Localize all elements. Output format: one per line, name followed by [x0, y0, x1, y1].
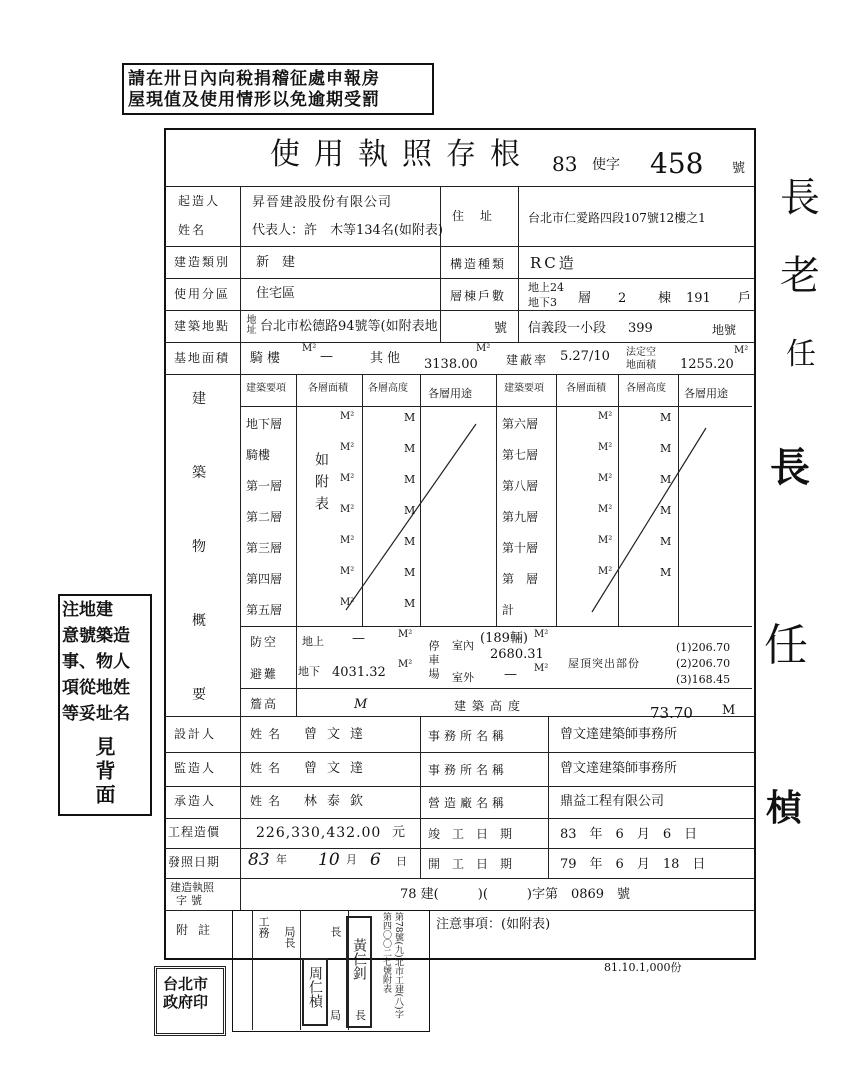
floor-area-unit: M² [340, 442, 355, 453]
shelter-label-a: 防空 [250, 635, 279, 649]
floor-row-label-left: 第三層 [246, 541, 283, 555]
print-note: 81.10.1,000份 [604, 961, 682, 974]
side-note-col-1: 注地建 [62, 600, 113, 620]
roof-2: (2)206.70 [676, 657, 731, 670]
issue-label: 發照日期 [168, 855, 221, 869]
supervisor-name: 曾文達 [304, 761, 374, 776]
floor-row-label-left: 第五層 [246, 603, 283, 617]
owner-address-label: 住 址 [452, 209, 495, 223]
start-label: 開工日期 [428, 857, 525, 871]
building-type-value: 新 建 [256, 255, 296, 270]
complete-label: 竣工日期 [428, 827, 525, 841]
units-unit: 戶 [738, 291, 752, 306]
floor-area-unit: M² [340, 535, 355, 546]
side-label-5: 要 [192, 687, 206, 703]
issue-month: 10 [318, 850, 340, 870]
roof-3: (3)168.45 [676, 673, 731, 686]
location-sub-label: 地址 [244, 314, 255, 334]
cost-unit: 元 [392, 825, 406, 840]
permit-number: 458 [650, 147, 704, 180]
floor-area-unit: M² [598, 473, 613, 484]
eaves-label: 簷高 [250, 697, 279, 711]
permit-year: 83 [552, 152, 578, 176]
shelter-below-value: 4031.32 [332, 665, 386, 680]
chief-label: 局長 [330, 1009, 380, 1022]
floor-height-unit: M [404, 442, 416, 455]
side-label-1: 建 [192, 391, 206, 407]
floor-height-unit: M [404, 504, 416, 517]
attention-note: 注意事項：(如附表) [436, 917, 551, 932]
building-height-value: 73.70 [650, 704, 693, 722]
remarks-label: 附註 [176, 923, 221, 937]
margin-mark-2: 老 [780, 253, 820, 299]
parking-indoor-label: 室內 [452, 639, 474, 652]
open-label-1: 法定空 [626, 347, 656, 358]
contractor-name-label: 姓名 [250, 794, 287, 808]
parking-indoor-unit: M² [534, 629, 549, 640]
floor-row-label-left: 騎樓 [246, 448, 271, 462]
supervisor-office: 曾文達建築師事務所 [560, 761, 678, 776]
notice-line-2: 屋現值及使用情形以免逾期受罰 [128, 90, 380, 110]
designer-label: 設計人 [174, 727, 217, 741]
location-lot: 399 [628, 321, 653, 336]
floor-height-unit: M [660, 442, 672, 455]
building-type-label: 建造類別 [174, 255, 231, 269]
issue-day-unit: 日 [396, 855, 407, 868]
floor-area-unit: M² [598, 535, 613, 546]
eaves-unit: M [354, 697, 368, 712]
floors-label: 層棟戶數 [450, 289, 507, 303]
designer-name-label: 姓名 [250, 727, 287, 741]
structure-value: RC造 [530, 254, 577, 272]
issue-month-unit: 月 [346, 853, 357, 866]
designer-office-label: 事務所名稱 [428, 729, 509, 743]
building-height-unit: M [722, 703, 736, 718]
col-use-header-r: 各層用途 [684, 387, 728, 400]
floor-row-label-right: 第九層 [502, 510, 539, 524]
other-unit: M² [476, 343, 491, 354]
coverage-label: 建蔽率 [506, 353, 549, 367]
floor-area-unit: M² [598, 504, 613, 515]
cost-value: 226,330,432.00 [256, 825, 382, 841]
location-address: 台北市松德路94號等(如附表地 [260, 319, 438, 334]
owner-address: 台北市仁愛路四段107號12樓之1 [528, 211, 706, 225]
open-value: 1255.20 [680, 357, 734, 372]
seal-text: 台北市政府印 [163, 975, 209, 1011]
col-height-header-r: 各層高度 [626, 383, 666, 394]
issue-year: 83 [248, 850, 270, 870]
permit-word: 使字 [592, 157, 620, 173]
floors-above: 地上24 [528, 281, 564, 294]
zoning-label: 使用分區 [174, 287, 231, 301]
notice-line-1: 請在卅日內向稅捐稽征處申報房 [128, 69, 380, 89]
issue-year-unit: 年 [276, 853, 287, 866]
form-title: 使用執照存根 [270, 137, 534, 172]
floor-row-label-right: 計 [502, 603, 515, 617]
cost-label: 工程造價 [168, 825, 221, 839]
owner-company: 昇晉建設股份有限公司 [252, 195, 393, 210]
roof-1: (1)206.70 [676, 641, 731, 654]
deputy-name: 周仁楨 [307, 966, 323, 1008]
floor-height-unit: M [404, 566, 416, 579]
contractor-company-label: 營造廠名稱 [428, 796, 509, 810]
floor-area-unit: M² [598, 442, 613, 453]
side-note-col-5: 等妥址名 [62, 704, 130, 724]
floor-height-unit: M [404, 535, 416, 548]
location-lot-suffix: 地號 [712, 323, 737, 337]
designer-name: 曾文達 [304, 727, 374, 742]
col-floor-header: 建築要項 [246, 383, 286, 394]
other-label: 其他 [370, 351, 405, 366]
floor-height-unit: M [660, 473, 672, 486]
parking-outdoor-value: — [504, 667, 517, 682]
floor-height-unit: M [404, 473, 416, 486]
parking-indoor-count: (189輛) [480, 631, 528, 646]
chief-name: 黃仁釗 [351, 938, 367, 980]
floor-row-label-left: 第一層 [246, 479, 283, 493]
contractor-name: 林泰欽 [304, 794, 374, 809]
floor-row-label-right: 第八層 [502, 479, 539, 493]
location-lot-label: 號 [494, 321, 508, 336]
stamp-col-3: 長 [329, 926, 342, 937]
deputy-seal [302, 958, 328, 1026]
floor-row-label-right: 第 層 [502, 572, 539, 586]
floor-row-label-right: 第七層 [502, 448, 539, 462]
owner-rep: 代表人：許 木等134名(如附表) [252, 223, 443, 238]
other-value: 3138.00 [424, 357, 478, 372]
side-note-col-6: 見背面 [92, 736, 116, 808]
arcade-label: 騎樓 [250, 351, 285, 366]
units-count: 191 [686, 291, 711, 306]
margin-mark-6: 楨 [766, 787, 803, 829]
contractor-company: 鼎益工程有限公司 [560, 794, 665, 809]
designer-office: 曾文達建築師事務所 [560, 727, 678, 742]
location-section: 信義段一小段 [528, 321, 607, 336]
floor-area-unit: M² [340, 473, 355, 484]
side-note-col-4: 項從地姓 [62, 678, 130, 698]
parking-outdoor-label: 室外 [452, 671, 474, 684]
floor-area-unit: M² [340, 597, 355, 608]
col-height-header: 各層高度 [368, 383, 408, 394]
floor-row-label-left: 第四層 [246, 572, 283, 586]
side-note-col-2: 意號築造 [62, 626, 130, 646]
official-seal [154, 966, 226, 1036]
buildings-count: 2 [618, 291, 627, 306]
margin-mark-3: 任 [786, 337, 816, 372]
supervisor-office-label: 事務所名稱 [428, 763, 509, 777]
rule [240, 688, 752, 689]
margin-mark-5: 任 [764, 620, 808, 671]
side-label-2: 築 [192, 465, 206, 481]
floor-height-unit: M [660, 566, 672, 579]
building-height-label: 建築高度 [454, 699, 527, 713]
floor-row-label-right: 第十層 [502, 541, 539, 555]
permit-text: 78 建( )( )字第 0869 號 [400, 887, 631, 902]
floor-height-unit: M [660, 535, 672, 548]
parking-indoor-value: 2680.31 [490, 647, 544, 662]
floor-height-unit: M [660, 411, 672, 424]
shelter-label-b: 避難 [250, 667, 279, 681]
permit-suffix: 號 [732, 161, 746, 176]
start-date: 79 年 6 月 18 日 [560, 857, 706, 872]
stamp-col-1: 工務 [257, 916, 270, 938]
floor-area-unit: M² [598, 411, 613, 422]
floor-unit: 層 [578, 291, 592, 306]
shelter-above-value: — [352, 631, 365, 646]
buildings-unit: 棟 [658, 291, 672, 306]
owner-label-b: 姓名 [178, 223, 207, 237]
rule [252, 910, 253, 1030]
floor-area-unit: M² [340, 566, 355, 577]
side-label-4: 概 [192, 613, 206, 629]
arcade-value: — [320, 349, 333, 364]
supervisor-name-label: 姓名 [250, 761, 287, 775]
permit-label-b: 字號 [176, 894, 206, 907]
parking-label: 停車場 [427, 640, 440, 682]
supervisor-label: 監造人 [174, 761, 217, 775]
floor-row-label-right: 第六層 [502, 417, 539, 431]
shelter-below-label: 地下 [298, 665, 320, 678]
permit-label-a: 建造執照 [170, 881, 214, 894]
col-floor-header-r: 建築要項 [504, 383, 544, 394]
parking-outdoor-unit: M² [534, 663, 549, 674]
col-use-header: 各層用途 [428, 387, 472, 400]
floor-row-label-left: 地下層 [246, 417, 283, 431]
roof-label: 屋頂突出部份 [568, 657, 640, 670]
structure-label: 構造種類 [450, 257, 507, 271]
issue-day: 6 [370, 850, 381, 870]
floor-height-unit: M [660, 504, 672, 517]
owner-label-a: 起造人 [178, 194, 221, 208]
complete-date: 83 年 6 月 6 日 [560, 827, 698, 842]
floor-area-unit: M² [340, 504, 355, 515]
arcade-unit: M² [302, 343, 317, 354]
coverage-value: 5.27/10 [560, 349, 610, 364]
zoning-value: 住宅區 [256, 286, 296, 301]
location-label: 建築地點 [174, 319, 231, 333]
side-label-3: 物 [192, 539, 206, 555]
shelter-above-unit: M² [398, 629, 413, 640]
shelter-below-unit: M² [398, 659, 413, 670]
remarks-note-vertical: 第78號(九)北市工建(八)字第四〇〇二七號附表 [381, 912, 403, 1019]
floor-area-unit: M² [598, 566, 613, 577]
contractor-label: 承造人 [174, 794, 217, 808]
stamp-col-2: 局長 [283, 926, 296, 948]
floor-row-label-left: 第二層 [246, 510, 283, 524]
open-unit: M² [734, 345, 749, 356]
ref-note: 如附表 [313, 452, 329, 518]
floor-height-unit: M [404, 597, 416, 610]
floor-area-unit: M² [340, 411, 355, 422]
floors-below: 地下3 [528, 296, 557, 309]
open-label-2: 地面積 [626, 360, 656, 371]
shelter-above-label: 地上 [302, 635, 324, 648]
margin-mark-4: 長 [770, 444, 810, 491]
site-area-label: 基地面積 [174, 351, 231, 365]
margin-mark-1: 長 [780, 175, 820, 221]
floor-height-unit: M [404, 411, 416, 424]
col-area-header-r: 各層面積 [566, 383, 606, 394]
side-note-col-3: 事、物人 [62, 652, 130, 672]
col-area-header: 各層面積 [308, 383, 348, 394]
